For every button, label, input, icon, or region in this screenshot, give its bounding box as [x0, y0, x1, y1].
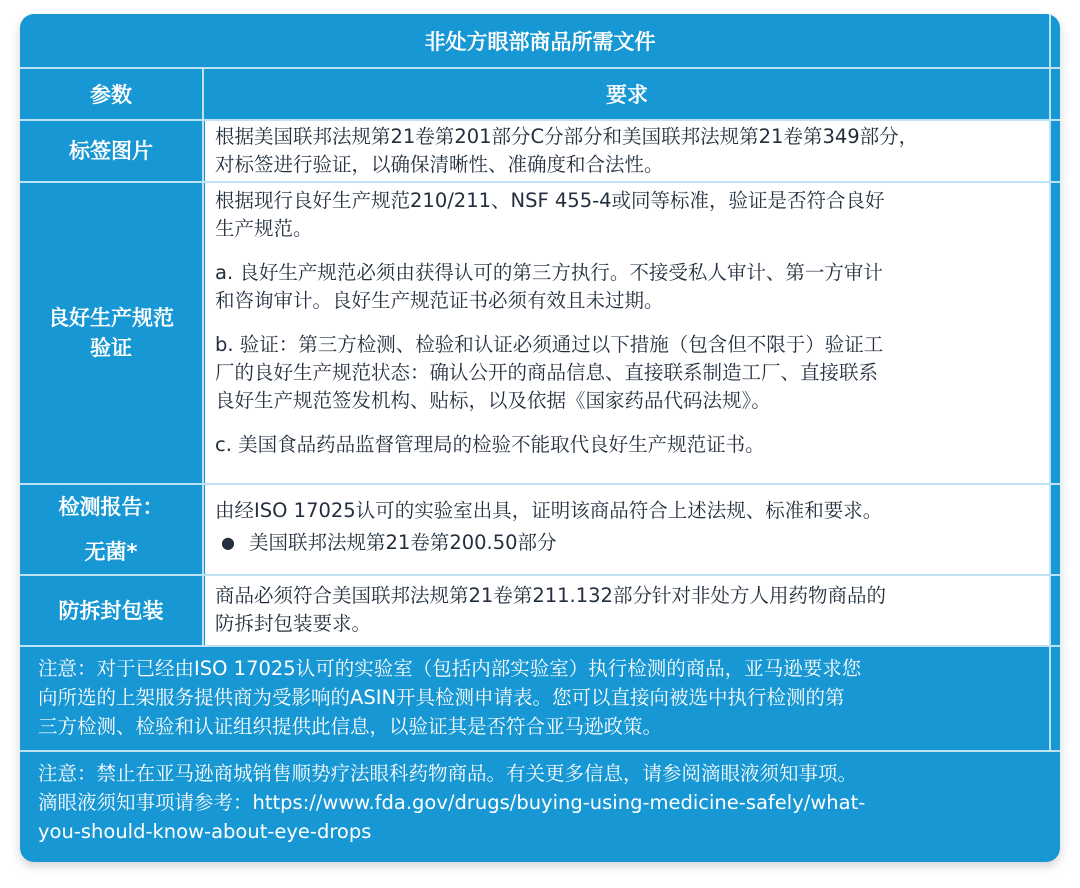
note-line: 三方检测、检验和认证组织提供此信息，以验证其是否符合亚马逊政策。 — [38, 715, 663, 738]
gmp-item-b-line: 良好生产规范签发机构、贴标，以及依据《国家药品代码法规》。 — [215, 389, 771, 412]
tamper-label-text: 防拆封包装 — [58, 598, 164, 623]
row-label-tamper — [20, 576, 202, 645]
note-line: 注意：对于已经由ISO 17025认可的实验室（包括内部实验室）执行检测的商品，亚马逊要求您 — [38, 657, 862, 680]
requirements-table — [20, 14, 1060, 862]
note-homeopathic-ban — [20, 752, 1060, 862]
test-report-label-text: 无菌* — [84, 539, 138, 564]
gmp-item-b-line: 厂的良好生产规范状态：确认公开的商品信息、直接联系制造工厂、直接联系 — [215, 361, 879, 384]
gmp-intro-line: 生产规范。 — [215, 217, 313, 240]
bullet-icon: ● — [221, 533, 235, 552]
column-header-requirement: 要求 — [606, 83, 648, 107]
test-report-requirement-cell — [205, 485, 1049, 574]
gmp-item-a-line: a. 良好生产规范必须由获得认可的第三方执行。不接受私人审计、第一方审计 — [215, 261, 883, 284]
row-label-test-report — [20, 485, 202, 574]
gmp-intro-line: 根据现行良好生产规范210/211、NSF 455-4或同等标准，验证是否符合良好 — [215, 189, 885, 212]
table-title: 非处方眼部商品所需文件 — [424, 30, 656, 54]
note-line: 注意：禁止在亚马逊商城销售顺势疗法眼科药物商品。有关更多信息，请参阅滴眼液须知事项。 — [38, 762, 858, 785]
note-line: you-should-know-about-eye-drops — [38, 820, 372, 843]
row-label-label-image — [20, 121, 202, 181]
note-iso-testing — [20, 647, 1060, 750]
note-line: 向所选的上架服务提供商为受影响的ASIN开具检测申请表。您可以直接向被选中执行检测的第 — [38, 686, 845, 709]
tamper-text-line: 商品必须符合美国联邦法规第21卷第211.132部分针对非处方人用药物商品的 — [215, 584, 886, 607]
tamper-text-line: 防拆封包装要求。 — [215, 612, 372, 635]
label-image-requirement-cell — [205, 121, 1049, 181]
row-label-gmp — [20, 183, 202, 483]
test-report-text-line: 由经ISO 17025认可的实验室出具，证明该商品符合上述法规、标准和要求。 — [215, 499, 883, 522]
test-report-bullet-text: 美国联邦法规第21卷第200.50部分 — [249, 531, 557, 554]
test-report-label-text: 检测报告： — [58, 495, 164, 520]
gmp-item-a-line: 和咨询审计。良好生产规范证书必须有效且未过期。 — [215, 289, 664, 312]
label-image-text-line: 根据美国联邦法规第21卷第201部分C分部分和美国联邦法规第21卷第349部分， — [215, 125, 919, 148]
label-image-label-text: 标签图片 — [69, 139, 153, 163]
tamper-requirement-cell — [205, 576, 1049, 645]
label-image-text-line: 对标签进行验证，以确保清晰性、准确度和合法性。 — [215, 153, 664, 176]
list-item — [215, 529, 1039, 557]
column-header-param: 参数 — [90, 83, 132, 107]
gmp-item-b-line: b. 验证：第三方检测、检验和认证必须通过以下措施（包含但不限于）验证工 — [215, 333, 884, 356]
gmp-item-c-line: c. 美国食品药品监督管理局的检验不能取代良好生产规范证书。 — [215, 433, 765, 456]
note-line: 滴眼液须知事项请参考：https://www.fda.gov/drugs/buying-using-medicine-safely/what- — [38, 791, 866, 814]
gmp-requirement-cell — [205, 183, 1049, 483]
gmp-label-text: 良好生产规范 — [48, 306, 174, 330]
gmp-label-text: 验证 — [90, 336, 132, 360]
